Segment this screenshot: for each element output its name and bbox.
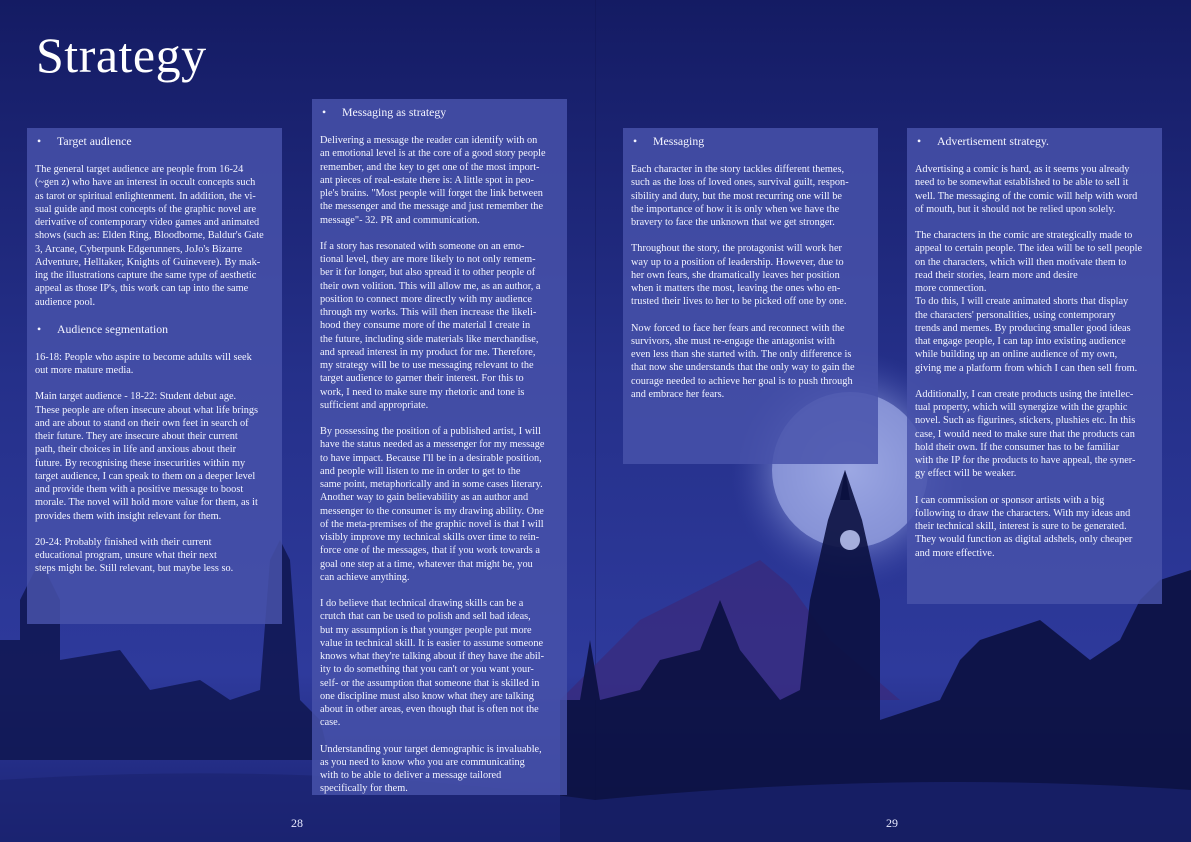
panel-advertisement-strategy <box>907 128 1162 604</box>
paragraph: Main target audience - 18-22: Student debut age. These people are often insecure about what life brings and are about to stand on their own feet in search of their future. They are insecure about their current path, their choices in life and anxious about their future. By recognising these insecurities within my target audience, I can speak to them on a deeper level and provide them with a positive message to boost morale. The novel will hold more value for them, as it provides them with insight relevant for them. <box>35 391 259 522</box>
panel-messaging-as-strategy <box>312 99 567 795</box>
paragraph: 16-18: People who aspire to become adults will seek out more mature media. <box>35 351 252 376</box>
section-heading-advertisement-strategy: • Advertisement strategy. <box>917 134 1049 148</box>
section-heading-audience-segmentation: • Audience segmentation <box>37 321 169 336</box>
section-heading-messaging: • Messaging <box>633 134 705 148</box>
bullet-icon: • <box>37 321 42 336</box>
bullet-icon: • <box>322 105 327 119</box>
panel-messaging <box>623 128 878 464</box>
page-number-left: 28 <box>291 816 303 830</box>
section-heading-messaging-as-strategy: • Messaging as strategy <box>322 105 447 119</box>
panel-target-audience <box>27 128 282 624</box>
paragraph: I can commission or sponsor artists with a big following to draw the characters. With my ideas and their technical skill, interest is sure to be generated. They would function as digital adshels, only cheaper and more effective. <box>915 494 1133 559</box>
paragraph: Now forced to face her fears and reconnect with the survivors, she must re-engage the antagonist with even less than she started with. The only difference is that now she understands that the only way to gain the courage needed to achieve her goal is to push through and embrace her fears. <box>631 322 855 400</box>
bullet-icon: • <box>37 134 42 148</box>
paragraph: Throughout the story, the protagonist will work her way up to a position of leadership. However, due to her own fears, she dramatically leaves her position when it matters the most, leaving the ones who en- trusted their lives to her to be picked off one by one. <box>631 243 847 308</box>
paragraph: 20-24: Probably finished with their current educational program, unsure what their next steps might be. Still relevant, but maybe less so. <box>35 536 234 575</box>
page-number-right: 29 <box>886 816 898 830</box>
paragraph: I do believe that technical drawing skills can be a crutch that can be used to polish and sell bad ideas, but my assumption is that younger people put more value in technical skill. It is easier to assume someone knows what they're talking about if they have the abil- ity to do something that you can't or you want your- self- or the assumption that someone that is skilled in one discipline must also know what they are talking about in other areas, even though that is often not the case. <box>320 598 545 729</box>
paragraph: If a story has resonated with someone on an emo- tional level, they are more likely to not only remem- ber it for longer, but also spread it to other people of their own volition. This will allow me, as an author, a position to connect more directly with my audience through my works. This will then increase the likeli- hood they consume more of the material I create in the future, including side materials like merchandise, and spread interest in my product for me. Therefore, my strategy will be to use messaging relevant to the target audience to garner their interest. For this to work, I need to make sure my rhetoric and tone is sufficient and appropriate. <box>320 240 541 411</box>
paragraph: Advertising a comic is hard, as it seems you already need to be somewhat established to be able to sell it well. The messaging of the comic will help with word of mouth, but it should not be relied upon solely. <box>915 164 1138 215</box>
paragraph: By possessing the position of a published artist, I will have the status needed as a messenger for my message to have impact. Because I'll be in a desirable position, and people will listen to me in order to get to the same point, metaphorically and in some cases literary. Another way to gain believability as an author and messenger to the consumer is my drawing ability. One of the meta-premises of the graphic novel is that I will visibly improve my technical skills over time to rein- force one of the messages, that if you work towards a goal one step at a time, whatever that might be, you can achieve anything. <box>320 426 545 583</box>
paragraph: Delivering a message the reader can identify with on an emotional level is at the core of a good story people remember, and the key to get one of the most import- ant pieces of real-estate there is: A little spot in peo- ple's brains. "Most people will forget the link between the messenger and the message and just remember the message"- 32. PR and communication. <box>320 135 546 226</box>
section-heading-target-audience: • Target audience <box>37 134 132 148</box>
bullet-icon: • <box>917 134 922 148</box>
paragraph: The characters in the comic are strategically made to appeal to certain people. The idea will be to sell people on the characters, which will then motivate them to read their stories, learn more and desire more connection. To do this, I will create animated shorts that display the characters' personalities, using contemporary trends and memes. By producing smaller good ideas that engage people, I can tap into existing audience while building up an online audience of my own, giving me a platform from which I can then sell from. <box>915 230 1143 374</box>
paragraph: The general target audience are people from 16-24 (~gen z) who have an interest in occult concepts such as tarot or spiritual enlightenment. In addition, the vi- sual guide and most concepts of the graphic novel are derivative of contemporary video games and animated shows (such as: Elden Ring, Bloodborne, Baldur's Gate 3, Arcane, Cyberpunk Edgerunners, JoJo's Bizarre Adventure, Helltaker, Knights of Guinevere). By mak- ing the illustrations capture the same type of aesthetic appeal as those IP's, this work can tap into the same audience pool. <box>35 164 264 308</box>
bullet-icon: • <box>633 134 638 148</box>
paragraph: Each character in the story tackles different themes, such as the loss of loved ones, survival guilt, respon- sibility and duty, but the most recurring one will be the importance of how it is only when we have the bravery to face the unknown that we get stronger. <box>631 164 849 228</box>
paragraph: Understanding your target demographic is invaluable, as you need to know who you are communicating with to be able to deliver a message tailored specifically for them. <box>320 743 542 795</box>
paragraph: Additionally, I can create products using the intellec- tual property, which will synergize with the graphic novel. Such as figurines, stickers, plushies etc. In this case, I would need to make sure that the products can hold their own. If the consumer has to be familiar with the IP for the products to have appeal, the syner- gy effect will be weaker. <box>915 388 1136 480</box>
page-title: Strategy <box>36 27 207 83</box>
